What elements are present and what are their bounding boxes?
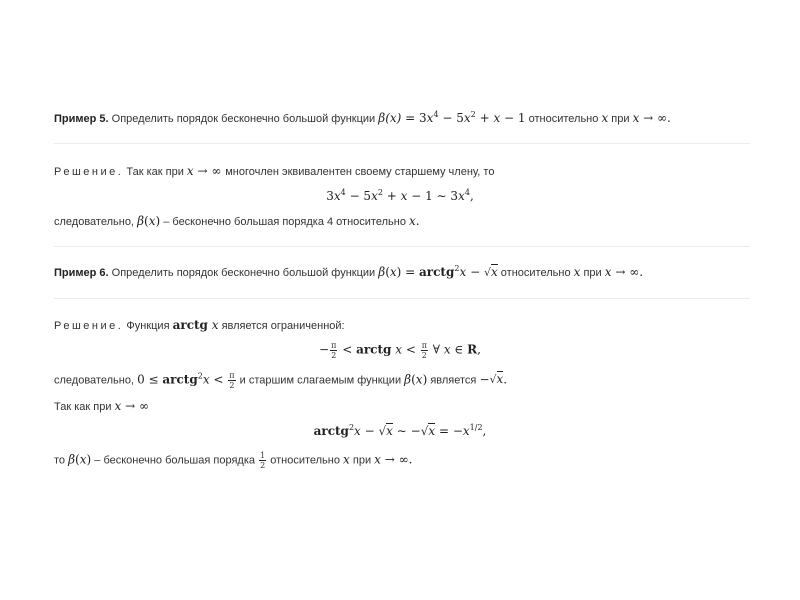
solution-6-line-3: Так как при x → ∞	[54, 399, 150, 413]
example-6-text: Определить порядок бесконечно большой функции	[111, 267, 376, 279]
solution-6-text-c: следовательно,	[54, 374, 134, 387]
solution-5-word: Решение.	[54, 166, 124, 178]
solution-6-text-i: относительно	[270, 454, 340, 467]
solution-6-conclusion: то β(x) – бесконечно большая порядка $\frac{1}{2}$ относительно x при x → ∞.	[54, 451, 413, 470]
formula-arctg-bounds: − $\frac{\pi}{2}$ < arctg x < $\frac{\pi}{2}$ ∀ x ∈ R,	[319, 341, 481, 360]
solution-6-text-j: при	[352, 454, 372, 467]
formula-beta-x: β(x)	[378, 111, 402, 125]
example-6-heading: Пример 6.	[54, 267, 109, 279]
solution-5-text-b: многочлен эквивалентен своему старшему члену, то	[225, 166, 495, 178]
divider	[54, 298, 750, 299]
solution-6-text-d: и старшим слагаемым функции	[239, 374, 402, 387]
formula-equivalence-5: $3x^4 - 5x^2 + x - 1$ ∼ $3x^4$,	[326, 188, 474, 203]
solution-5-text-a: Так как при	[126, 166, 184, 178]
formula-arctg-equivalence: arctg$^2$x − √x ∼ $-√x = -x^{1/2}$,	[313, 423, 487, 438]
solution-6-text-h: – бесконечно большая порядка	[94, 454, 255, 467]
example-5-at: при	[611, 113, 630, 125]
solution-6-line-1: Решение. Функция arctg x является ограниченной:	[54, 318, 345, 332]
example-5-rel: относительно	[528, 113, 599, 125]
example-5-statement: Пример 5. Определить порядок бесконечно большой функции $\beta(x) = 3x^4 - 5x^2 + x - 1$ относительно x при x → ∞.	[54, 110, 671, 125]
solution-5-text-c: следовательно,	[54, 216, 134, 228]
solution-6-text-a: Функция	[126, 320, 170, 332]
example-6-statement: Пример 6. Определить порядок бесконечно большой функции β(x) = arctg$^2$x − √x относительно x при x → ∞.	[54, 264, 644, 279]
example-6-rel: относительно	[500, 267, 571, 279]
solution-5-line-1: Решение. Так как при x → ∞ многочлен эквивалентен своему старшему члену, то	[54, 164, 495, 178]
divider	[54, 143, 750, 144]
solution-6-text-g: то	[54, 454, 66, 467]
solution-5-text-d: – бесконечно большая порядка 4 относительно	[163, 216, 406, 228]
example-5-text: Определить порядок бесконечно большой функции	[111, 113, 376, 125]
solution-6-line-2: следовательно, 0 ≤ arctg$^2$x < $\frac{\pi}{2}$ и старшим слагаемым функции β(x) является −√x.	[54, 371, 508, 390]
solution-5-conclusion: следовательно, β(x) – бесконечно большая порядка 4 относительно x.	[54, 214, 420, 228]
divider	[54, 246, 750, 247]
solution-6-text-e: является	[430, 374, 477, 387]
solution-6-text-f: Так как при	[54, 401, 112, 413]
example-6-at: при	[583, 267, 602, 279]
example-5-heading: Пример 5.	[54, 113, 109, 125]
solution-6-text-b: является ограниченной:	[221, 320, 345, 332]
solution-6-word: Решение.	[54, 320, 124, 332]
